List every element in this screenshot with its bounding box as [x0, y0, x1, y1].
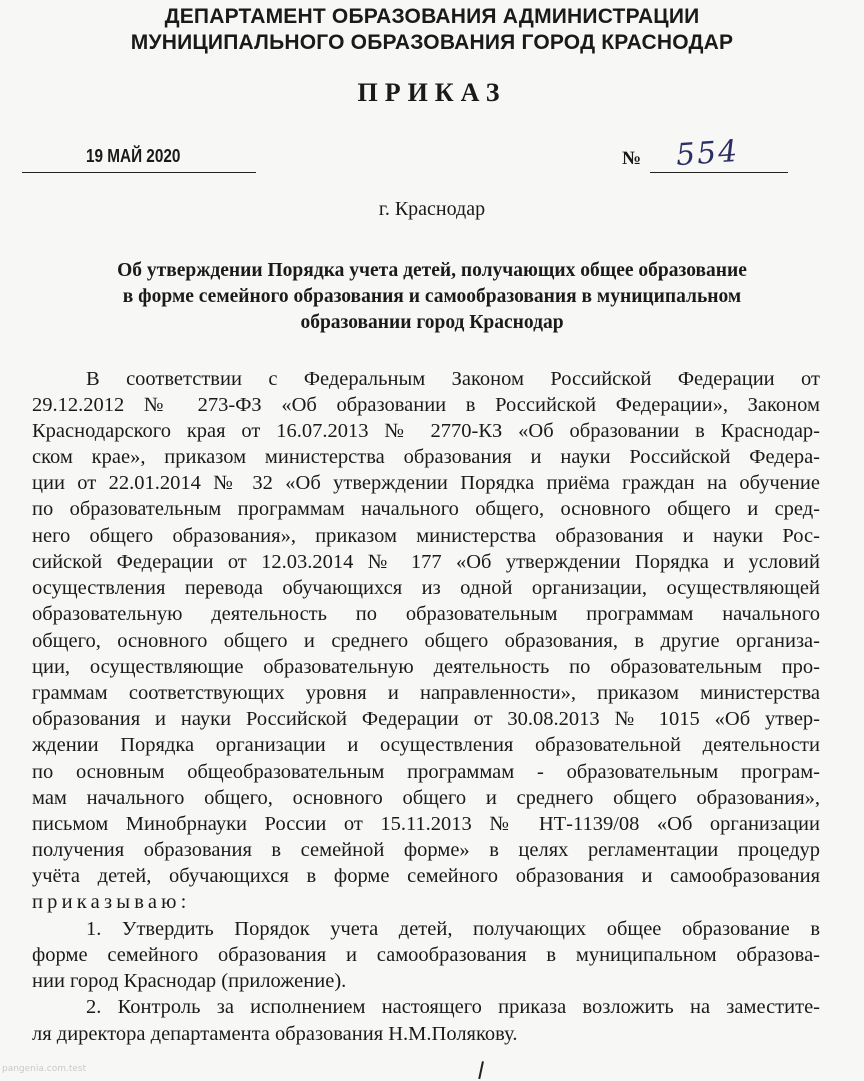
body-line: сийской Федерации от 12.03.2014 № 177 «Об утверждении Порядка и условий: [32, 551, 820, 573]
body-line: образовательную деятельность по образовательным программам начального: [32, 603, 820, 625]
body-line: Краснодарского края от 16.07.2013 № 2770-КЗ «Об образовании в Краснодар-: [32, 420, 820, 442]
watermark: pangenia.com.test: [2, 1064, 87, 1074]
body-line: него общего образования», приказом министерства образования и науки Рос-: [32, 525, 820, 547]
body-line: мам начального общего, основного общего и среднего общего образования»,: [32, 787, 820, 809]
body-line: учёта детей, обучающихся в форме семейного образования и самообразования: [32, 865, 820, 887]
item-1-line: форме семейного образования и самообразования в муниципальном образова-: [32, 944, 820, 966]
subject-line: образовании город Краснодар: [300, 312, 564, 333]
body-line: ции от 22.01.2014 № 32 «Об утверждении Порядка приёма граждан на обучение: [32, 472, 820, 494]
date-underline: [22, 172, 256, 173]
decree-word: приказываю:: [32, 891, 191, 913]
item-2-line: ля директора департамента образования Н.М.Полякову.: [32, 1023, 518, 1045]
order-number-handwritten: 554: [674, 133, 741, 174]
body-line: по образовательным программам начального общего, основного общего и сред-: [32, 498, 820, 520]
body-line: общего, основного общего и среднего общего образования, в другие организа-: [32, 630, 820, 652]
signature-stroke: [478, 1061, 492, 1081]
number-underline: [650, 172, 788, 173]
body-line: письмом Минобрнауки России от 15.11.2013 № НТ-1139/08 «Об организации: [32, 813, 820, 835]
body-line: ждении Порядка организации и осуществления образовательной деятельности: [32, 734, 820, 756]
department-name-line-2: МУНИЦИПАЛЬНОГО ОБРАЗОВАНИЯ ГОРОД КРАСНОДАР: [130, 31, 734, 54]
order-date: 19 МАЙ 2020: [86, 146, 181, 166]
body-line: получения образования в семейной форме» в целях регламентации процедур: [32, 839, 820, 861]
body-line: образования и науки Российской Федерации от 30.08.2013 № 1015 «Об утвер-: [32, 708, 820, 730]
body-line: В соответствии с Федеральным Законом Российской Федерации от: [86, 368, 820, 390]
item-1-line: 1. Утвердить Порядок учета детей, получающих общее образование в: [86, 918, 820, 940]
body-line: ском крае», приказом министерства образования и науки Российской Федера-: [32, 446, 820, 468]
body-line: ции, осуществляющие образовательную деятельность по образовательным про-: [32, 656, 820, 678]
body-line: осуществления перевода обучающихся из одной организации, осуществляющей: [32, 577, 820, 599]
body-line: граммам соответствующих уровня и направленности», приказом министерства: [32, 682, 820, 704]
item-1-line: нии город Краснодар (приложение).: [32, 970, 347, 992]
body-line: по основным общеобразовательным программам - образовательным програм-: [32, 761, 820, 783]
body-line: 29.12.2012 № 273-ФЗ «Об образовании в Российской Федерации», Законом: [32, 394, 820, 416]
subject-line: Об утверждении Порядка учета детей, получающих общее образование: [117, 260, 747, 281]
subject-line: в форме семейного образования и самообразования в муниципальном: [122, 286, 742, 307]
order-number-label: №: [622, 148, 642, 169]
city: г. Краснодар: [378, 198, 486, 220]
order-title: ПРИКАЗ: [357, 78, 507, 107]
item-2-line: 2. Контроль за исполнением настоящего приказа возложить на заместите-: [86, 996, 820, 1018]
department-name-line-1: ДЕПАРТАМЕНТ ОБРАЗОВАНИЯ АДМИНИСТРАЦИИ: [164, 5, 700, 28]
